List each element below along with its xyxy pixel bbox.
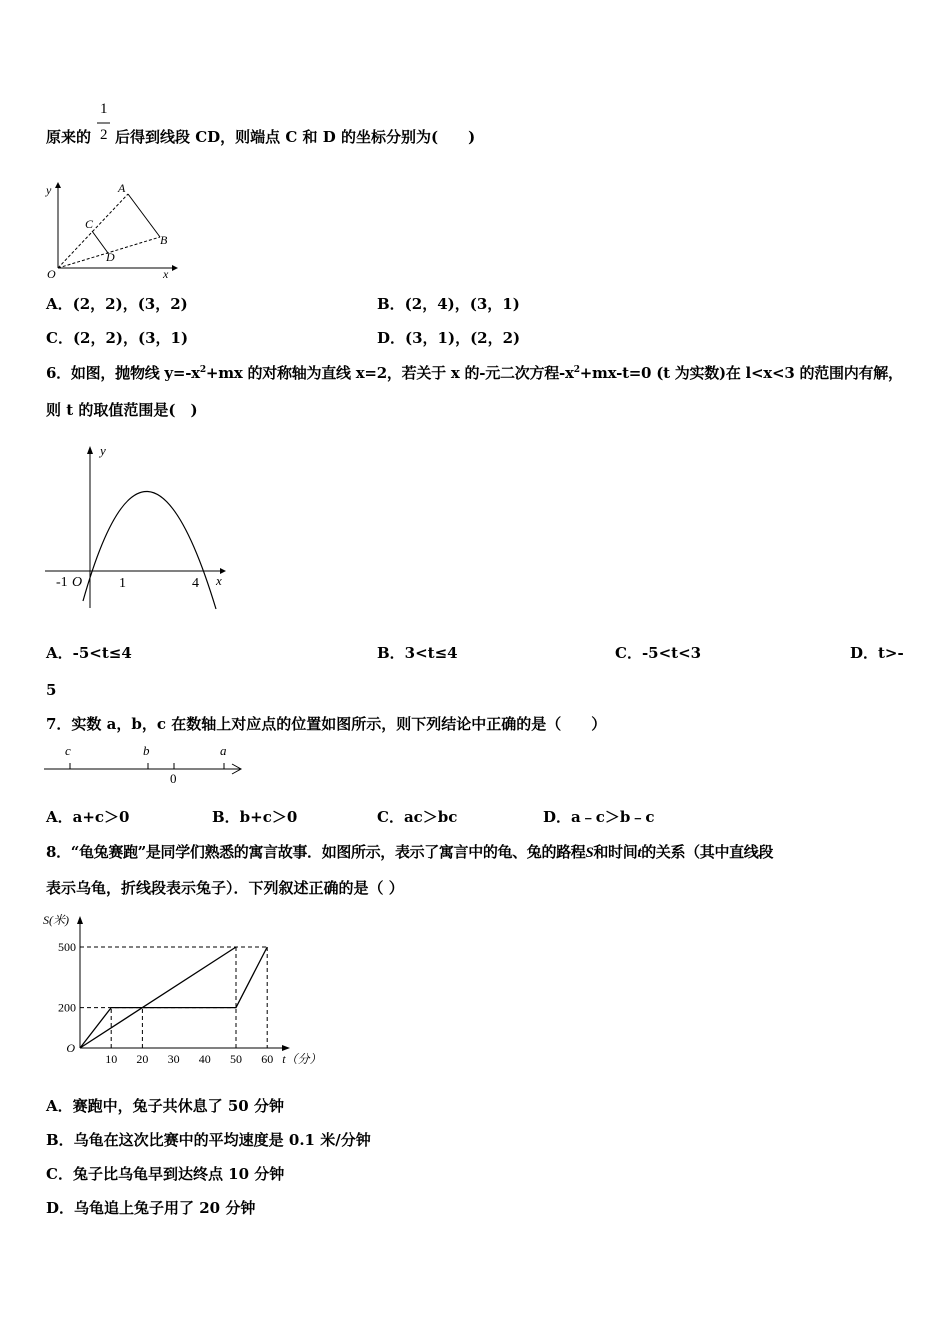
q8-stem-line2: 表示乌龟，折线段表示兔子）．下列叙述正确的是（ ） — [46, 879, 404, 897]
numberline-zero-label: 0 — [170, 771, 177, 786]
q7-stem: 7．实数 a，b，c 在数轴上对应点的位置如图所示，则下列结论中正确的是（ ） — [46, 715, 607, 733]
q8-stem-line1: 8．“龟兔赛跑”是同学们熟悉的寓言故事．如图所示，表示了寓言中的龟、兔的路程S和时间t的关系（其中直线段 — [46, 843, 774, 861]
fraction-bar — [97, 122, 111, 124]
q8-option-d: D．乌龟追上兔子用了 20 分钟 — [46, 1199, 256, 1217]
q6-option-d-continued: 5 — [46, 681, 57, 699]
x-tick-20: 20 — [136, 1052, 149, 1066]
chart-x-label: t（分） — [282, 1052, 322, 1066]
q7-option-b: B．b+c＞0 — [212, 808, 298, 826]
q7-number-line — [44, 755, 249, 777]
fig5-x-label: x — [163, 267, 169, 281]
fig6-tick-1: 1 — [119, 576, 126, 591]
q6-parabola-figure — [40, 440, 240, 615]
q5-option-c: C．(2，2)，(3，1) — [46, 329, 189, 347]
series-line-1 — [80, 947, 267, 1048]
q6-option-a: A．-5<t≤4 — [46, 644, 132, 662]
chart-y-label: S(米) — [43, 913, 69, 927]
fig6-origin-label: O — [72, 575, 83, 590]
q8-option-c: C．兔子比乌龟早到达终点 10 分钟 — [46, 1165, 285, 1183]
q6-stem-line1: 6．如图，抛物线 $y=-x^2+mx$ 的对称轴为直线 x=2，若关于 x 的-元二次方程$-x^2+mx-t=0$ (t 为实数)在 l<x<3 的范围内有解， — [46, 364, 903, 382]
y-tick-200: 200 — [58, 1000, 76, 1015]
q5-stem-post: 后得到线段 CD，则端点 C 和 D 的坐标分别为( ) — [115, 128, 476, 146]
fig5-B-label: B — [160, 233, 168, 247]
q6-option-c: C．-5<t<3 — [615, 644, 702, 662]
fig6-tick-4: 4 — [192, 576, 199, 591]
q7-option-d: D．a﹣c＞b﹣c — [543, 808, 655, 826]
q5-option-d: D．(3，1)，(2，2) — [377, 329, 521, 347]
numberline-c-label: c — [65, 743, 71, 758]
fraction-denominator: 2 — [100, 127, 108, 143]
chart-x-arrow — [282, 1045, 290, 1051]
fraction-numerator: 1 — [100, 101, 108, 117]
fig6-y-label: y — [100, 443, 106, 458]
x-tick-40: 40 — [198, 1052, 211, 1066]
numberline-b-label: b — [143, 743, 150, 758]
q6-option-d: D．t>- — [850, 644, 904, 662]
chart-y-arrow — [77, 916, 83, 924]
q7-option-c: C．ac＞bc — [377, 808, 458, 826]
race-chart — [40, 908, 330, 1073]
q8-option-b: B．乌龟在这次比赛中的平均速度是 0.1 米/分钟 — [46, 1131, 371, 1149]
q5-option-b: B．(2，4)，(3，1) — [377, 295, 520, 313]
q5-figure — [44, 180, 179, 280]
y-tick-500: 500 — [58, 940, 76, 954]
q6-option-b: B．3<t≤4 — [377, 644, 458, 662]
series-line-0 — [80, 947, 236, 1048]
x-tick-60: 60 — [261, 1052, 274, 1066]
fig5-D-label: D — [106, 250, 115, 264]
fig5-A-label: A — [118, 181, 126, 195]
q6-stem-line2: 则 t 的取值范围是( ) — [46, 401, 198, 419]
q7-option-a: A．a+c＞0 — [46, 808, 130, 826]
fig6-tick-neg1: -1 — [56, 575, 68, 590]
q8-option-a: A．赛跑中，兔子共休息了 50 分钟 — [46, 1097, 284, 1115]
fig6-x-label: x — [216, 573, 222, 588]
q5-option-a: A．(2，2)，(3，2) — [46, 295, 188, 313]
numberline-a-label: a — [220, 743, 227, 758]
x-tick-30: 30 — [167, 1052, 180, 1066]
q5-stem-pre: 原来的 — [46, 128, 92, 146]
x-tick-10: 10 — [105, 1052, 118, 1066]
fig5-O-label: O — [47, 267, 56, 281]
x-tick-50: 50 — [230, 1052, 242, 1066]
fig5-y-label: y — [46, 183, 52, 197]
chart-origin-label: O — [66, 1041, 75, 1055]
fig5-C-label: C — [85, 217, 94, 231]
